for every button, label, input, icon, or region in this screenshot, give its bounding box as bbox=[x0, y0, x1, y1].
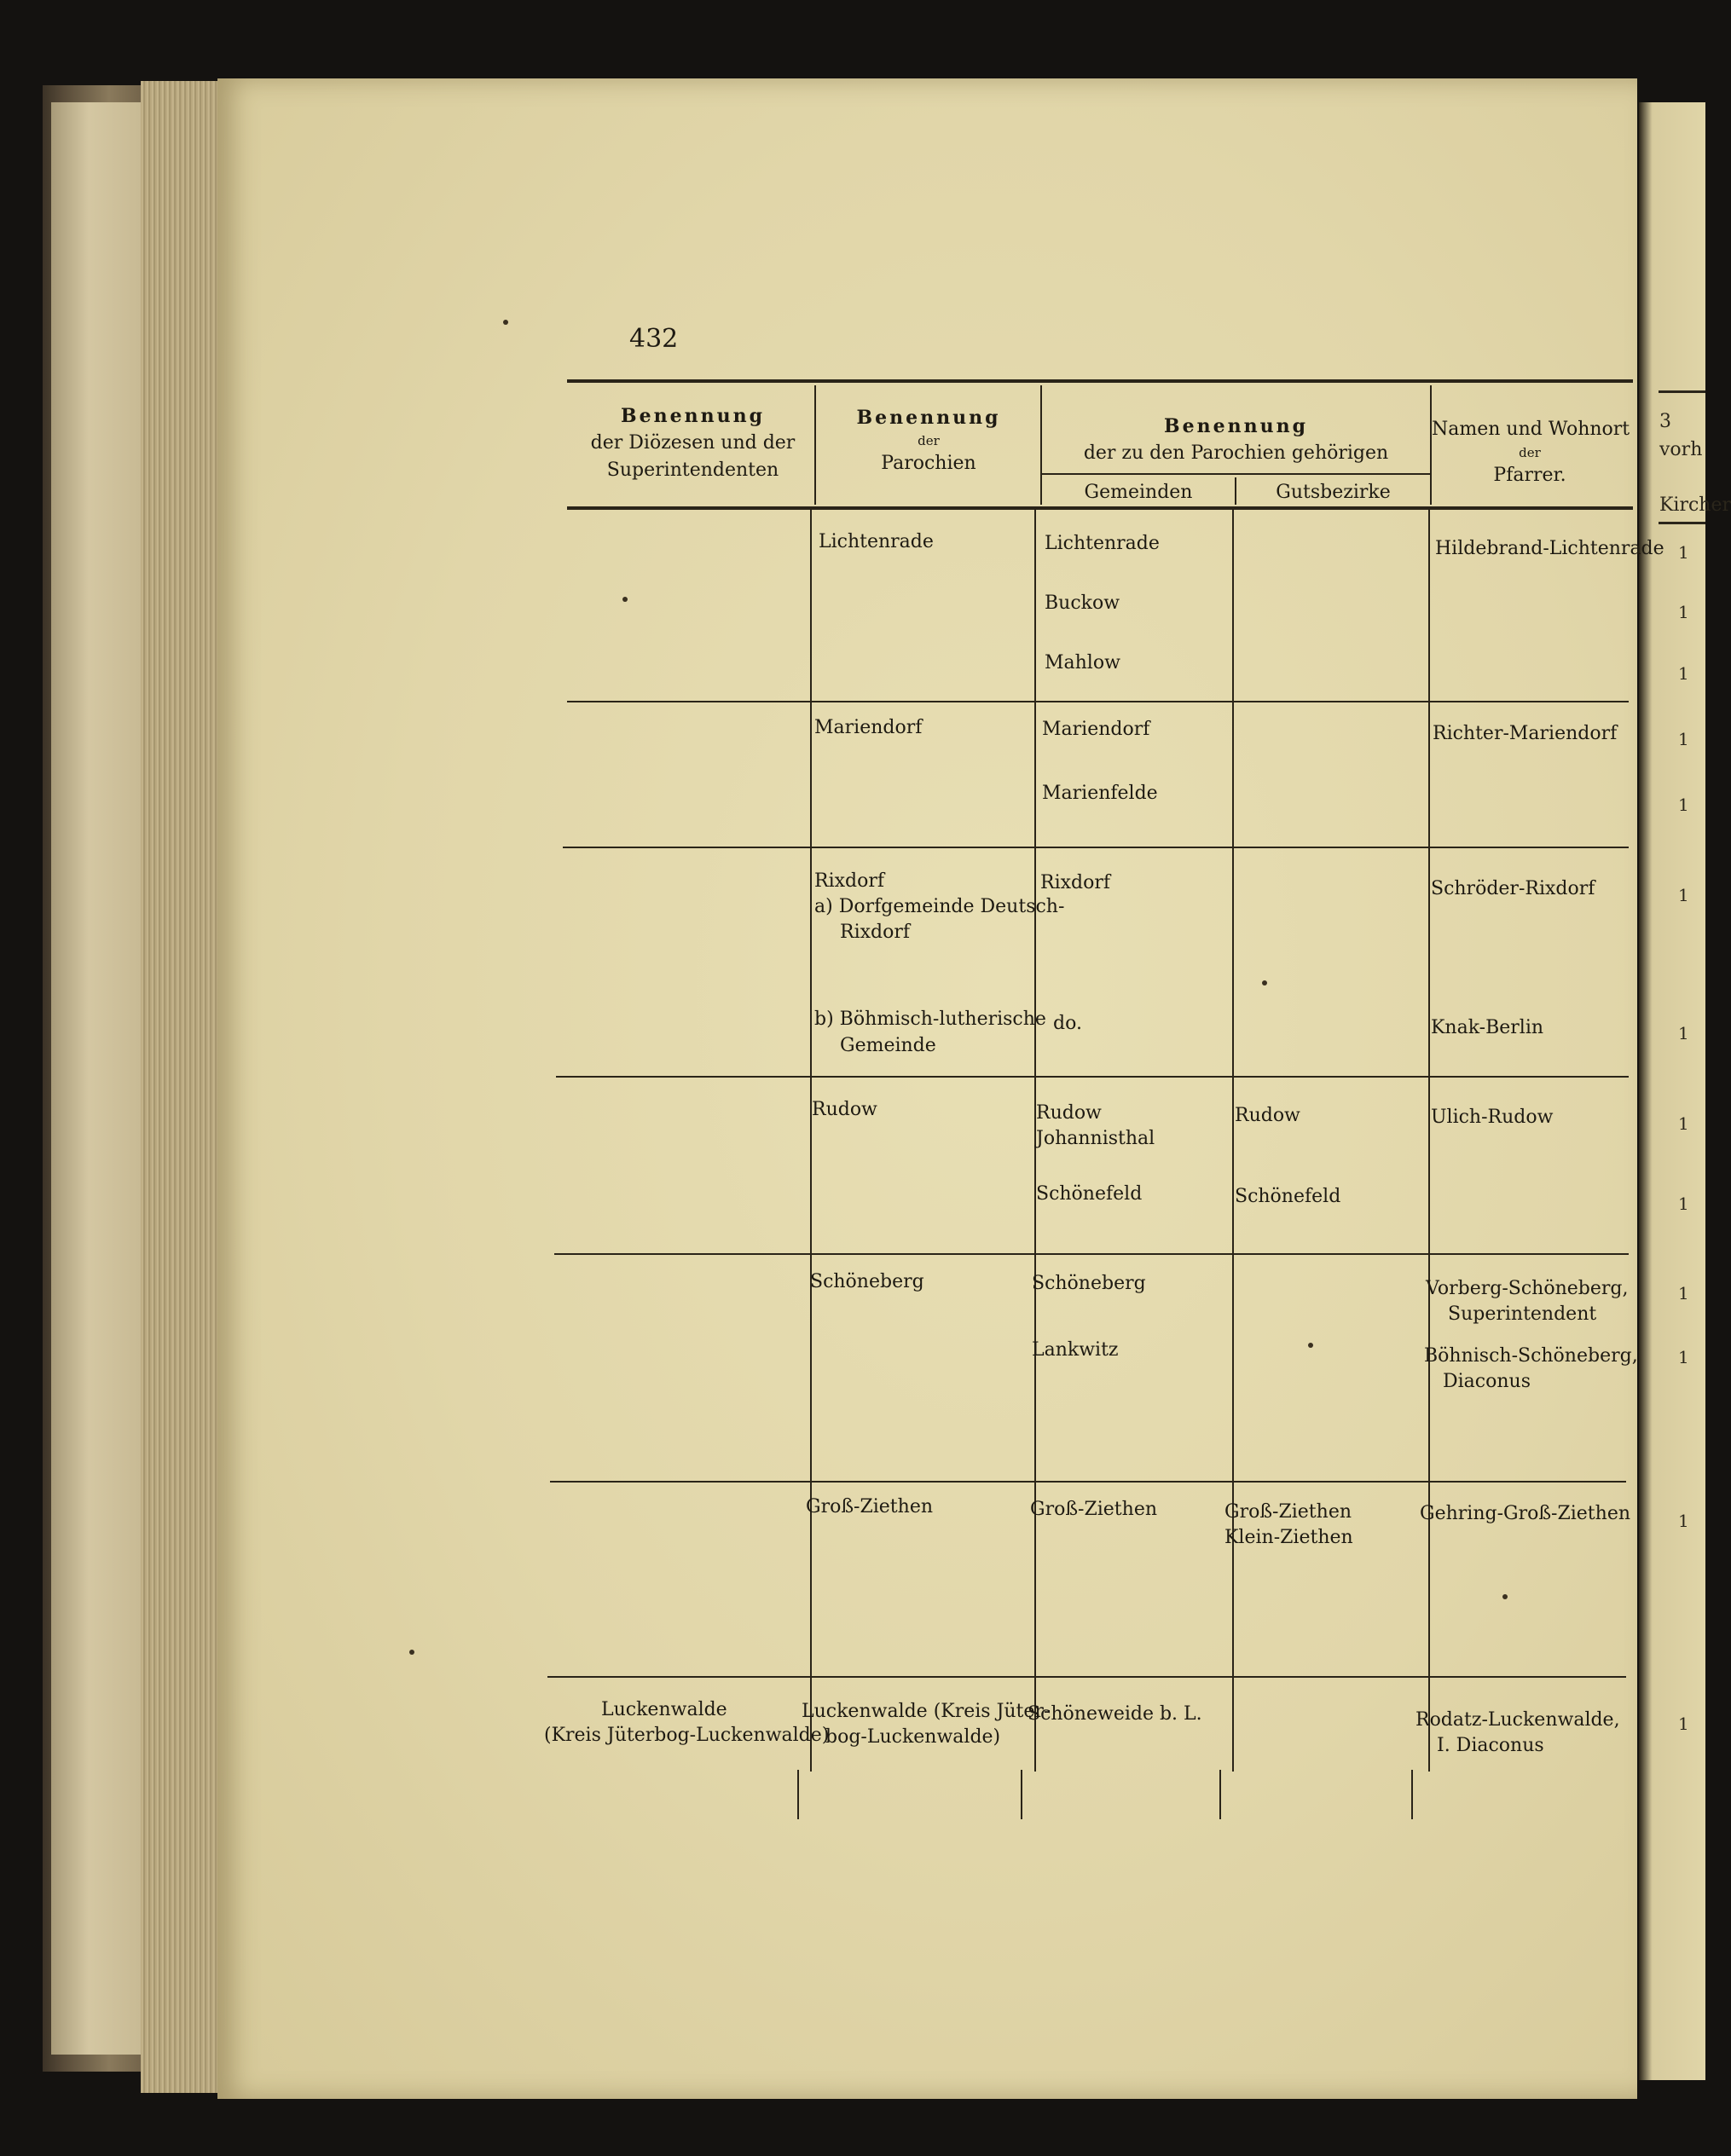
table-cell-parochie: a) Dorfgemeinde Deutsch- bbox=[814, 896, 1065, 917]
table-cell-gemeinde: Lichtenrade bbox=[1045, 533, 1160, 554]
next-page-header-2: vorh bbox=[1659, 439, 1703, 460]
header-bottom-rule bbox=[567, 506, 1633, 510]
table-cell-pfarrer: I. Diaconus bbox=[1437, 1735, 1544, 1756]
table-cell-gemeinde: Rudow bbox=[1036, 1102, 1102, 1124]
table-cell-parochie: Rudow bbox=[812, 1099, 877, 1120]
next-page-value: 1 bbox=[1678, 602, 1689, 622]
table-cell-gutsbezirk: Rudow bbox=[1235, 1105, 1300, 1126]
table-cell-pfarrer: Vorberg-Schöneberg, bbox=[1426, 1278, 1629, 1299]
header-gemeinden-gutsbezirke: Benennung der zu den Parochien gehörigen bbox=[1083, 415, 1389, 464]
table-cell-gemeinde: Rixdorf bbox=[1040, 872, 1110, 893]
next-page-value: 1 bbox=[1678, 1113, 1689, 1134]
next-page-sliver bbox=[1639, 102, 1705, 2080]
table-cell-parochie: Schöneberg bbox=[810, 1271, 924, 1292]
table-top-rule bbox=[567, 379, 1633, 383]
header-dioezesen: Benennung der Diözesen und der Superintendenten bbox=[590, 405, 796, 481]
table-cell-gemeinde: Lankwitz bbox=[1032, 1339, 1119, 1361]
table-cell-gemeinde: Marienfelde bbox=[1042, 783, 1158, 804]
page-number: 432 bbox=[629, 324, 679, 354]
table-cell-parochie: Groß-Ziethen bbox=[806, 1496, 934, 1517]
table-cell-gemeinde: Schöneweide b. L. bbox=[1028, 1703, 1202, 1725]
table-cell-gemeinde: do. bbox=[1053, 1013, 1082, 1034]
table-cell-pfarrer: Gehring-Groß-Ziethen bbox=[1420, 1503, 1631, 1524]
next-page-value: 1 bbox=[1678, 663, 1689, 684]
subheader-rule bbox=[1042, 473, 1430, 475]
table-cell-gutsbezirk: Klein-Ziethen bbox=[1224, 1527, 1353, 1548]
next-page-value: 1 bbox=[1678, 542, 1689, 563]
table-cell-gemeinde: Mahlow bbox=[1045, 652, 1120, 673]
table-cell-dioezese: Luckenwalde bbox=[601, 1699, 727, 1720]
paper-speck bbox=[1308, 1343, 1313, 1348]
table-cell-pfarrer: Schröder-Rixdorf bbox=[1431, 878, 1595, 899]
table-cell-parochie: b) Böhmisch-lutherische bbox=[814, 1009, 1046, 1030]
next-page-value: 1 bbox=[1678, 1283, 1689, 1303]
page-stack-edges bbox=[141, 81, 222, 2093]
table-cell-pfarrer: Richter-Mariendorf bbox=[1433, 723, 1618, 744]
table-cell-parochie: Gemeinde bbox=[840, 1035, 936, 1056]
table-cell-pfarrer: Diaconus bbox=[1443, 1371, 1531, 1392]
table-cell-gemeinde: Schöneberg bbox=[1032, 1273, 1146, 1294]
header-pfarrer: Namen und Wohnort der Pfarrer. bbox=[1432, 419, 1630, 486]
table-cell-pfarrer: Ulich-Rudow bbox=[1431, 1107, 1554, 1128]
paper-speck bbox=[1262, 980, 1267, 986]
header-gutsbezirke: Gutsbezirke bbox=[1276, 482, 1391, 503]
table-cell-gemeinde: Johannisthal bbox=[1036, 1128, 1155, 1149]
paper-speck bbox=[1502, 1594, 1508, 1599]
next-page-value: 1 bbox=[1678, 1347, 1689, 1367]
table-cell-pfarrer: Knak-Berlin bbox=[1431, 1017, 1544, 1038]
table-cell-gemeinde: Schönefeld bbox=[1036, 1183, 1143, 1205]
table-cell-gemeinde: Buckow bbox=[1045, 592, 1120, 614]
table-cell-pfarrer: Rodatz-Luckenwalde, bbox=[1415, 1709, 1620, 1731]
table-cell-parochie: Rixdorf bbox=[840, 922, 910, 943]
next-page-header-3: Kircher bbox=[1659, 494, 1731, 516]
table-cell-gemeinde: Mariendorf bbox=[1042, 719, 1150, 740]
table-cell-gemeinde: Groß-Ziethen bbox=[1030, 1499, 1158, 1520]
table-cell-parochie: bog-Luckenwalde) bbox=[825, 1726, 1001, 1748]
table-cell-pfarrer: Superintendent bbox=[1448, 1303, 1597, 1325]
next-page-value: 1 bbox=[1678, 729, 1689, 749]
next-page-value: 1 bbox=[1678, 885, 1689, 905]
table-cell-dioezese: (Kreis Jüterbog-Luckenwalde) bbox=[544, 1725, 830, 1746]
table-cell-parochie: Luckenwalde (Kreis Jüter- bbox=[802, 1701, 1051, 1722]
header-gemeinden: Gemeinden bbox=[1084, 482, 1193, 503]
next-page-value: 1 bbox=[1678, 1511, 1689, 1531]
next-page-value: 1 bbox=[1678, 795, 1689, 815]
table-cell-pfarrer: Hildebrand-Lichtenrade bbox=[1435, 538, 1664, 559]
paper-speck bbox=[409, 1650, 414, 1655]
next-page-value: 1 bbox=[1678, 1194, 1689, 1214]
table-cell-parochie: Rixdorf bbox=[814, 870, 884, 892]
table-cell-gutsbezirk: Schönefeld bbox=[1235, 1186, 1341, 1207]
header-parochien: Benennung der Parochien bbox=[856, 407, 1001, 474]
table-cell-gutsbezirk: Groß-Ziethen bbox=[1224, 1501, 1352, 1523]
left-page-strip bbox=[51, 102, 145, 2055]
paper-speck bbox=[503, 320, 508, 325]
next-page-value: 1 bbox=[1678, 1714, 1689, 1734]
table-cell-parochie: Lichtenrade bbox=[819, 531, 934, 552]
next-page-value: 1 bbox=[1678, 1023, 1689, 1043]
paper-speck bbox=[622, 597, 628, 602]
table-cell-pfarrer: Böhnisch-Schöneberg, bbox=[1424, 1345, 1638, 1367]
table-cell-parochie: Mariendorf bbox=[814, 717, 923, 738]
next-page-header-1: 3 bbox=[1659, 411, 1671, 432]
